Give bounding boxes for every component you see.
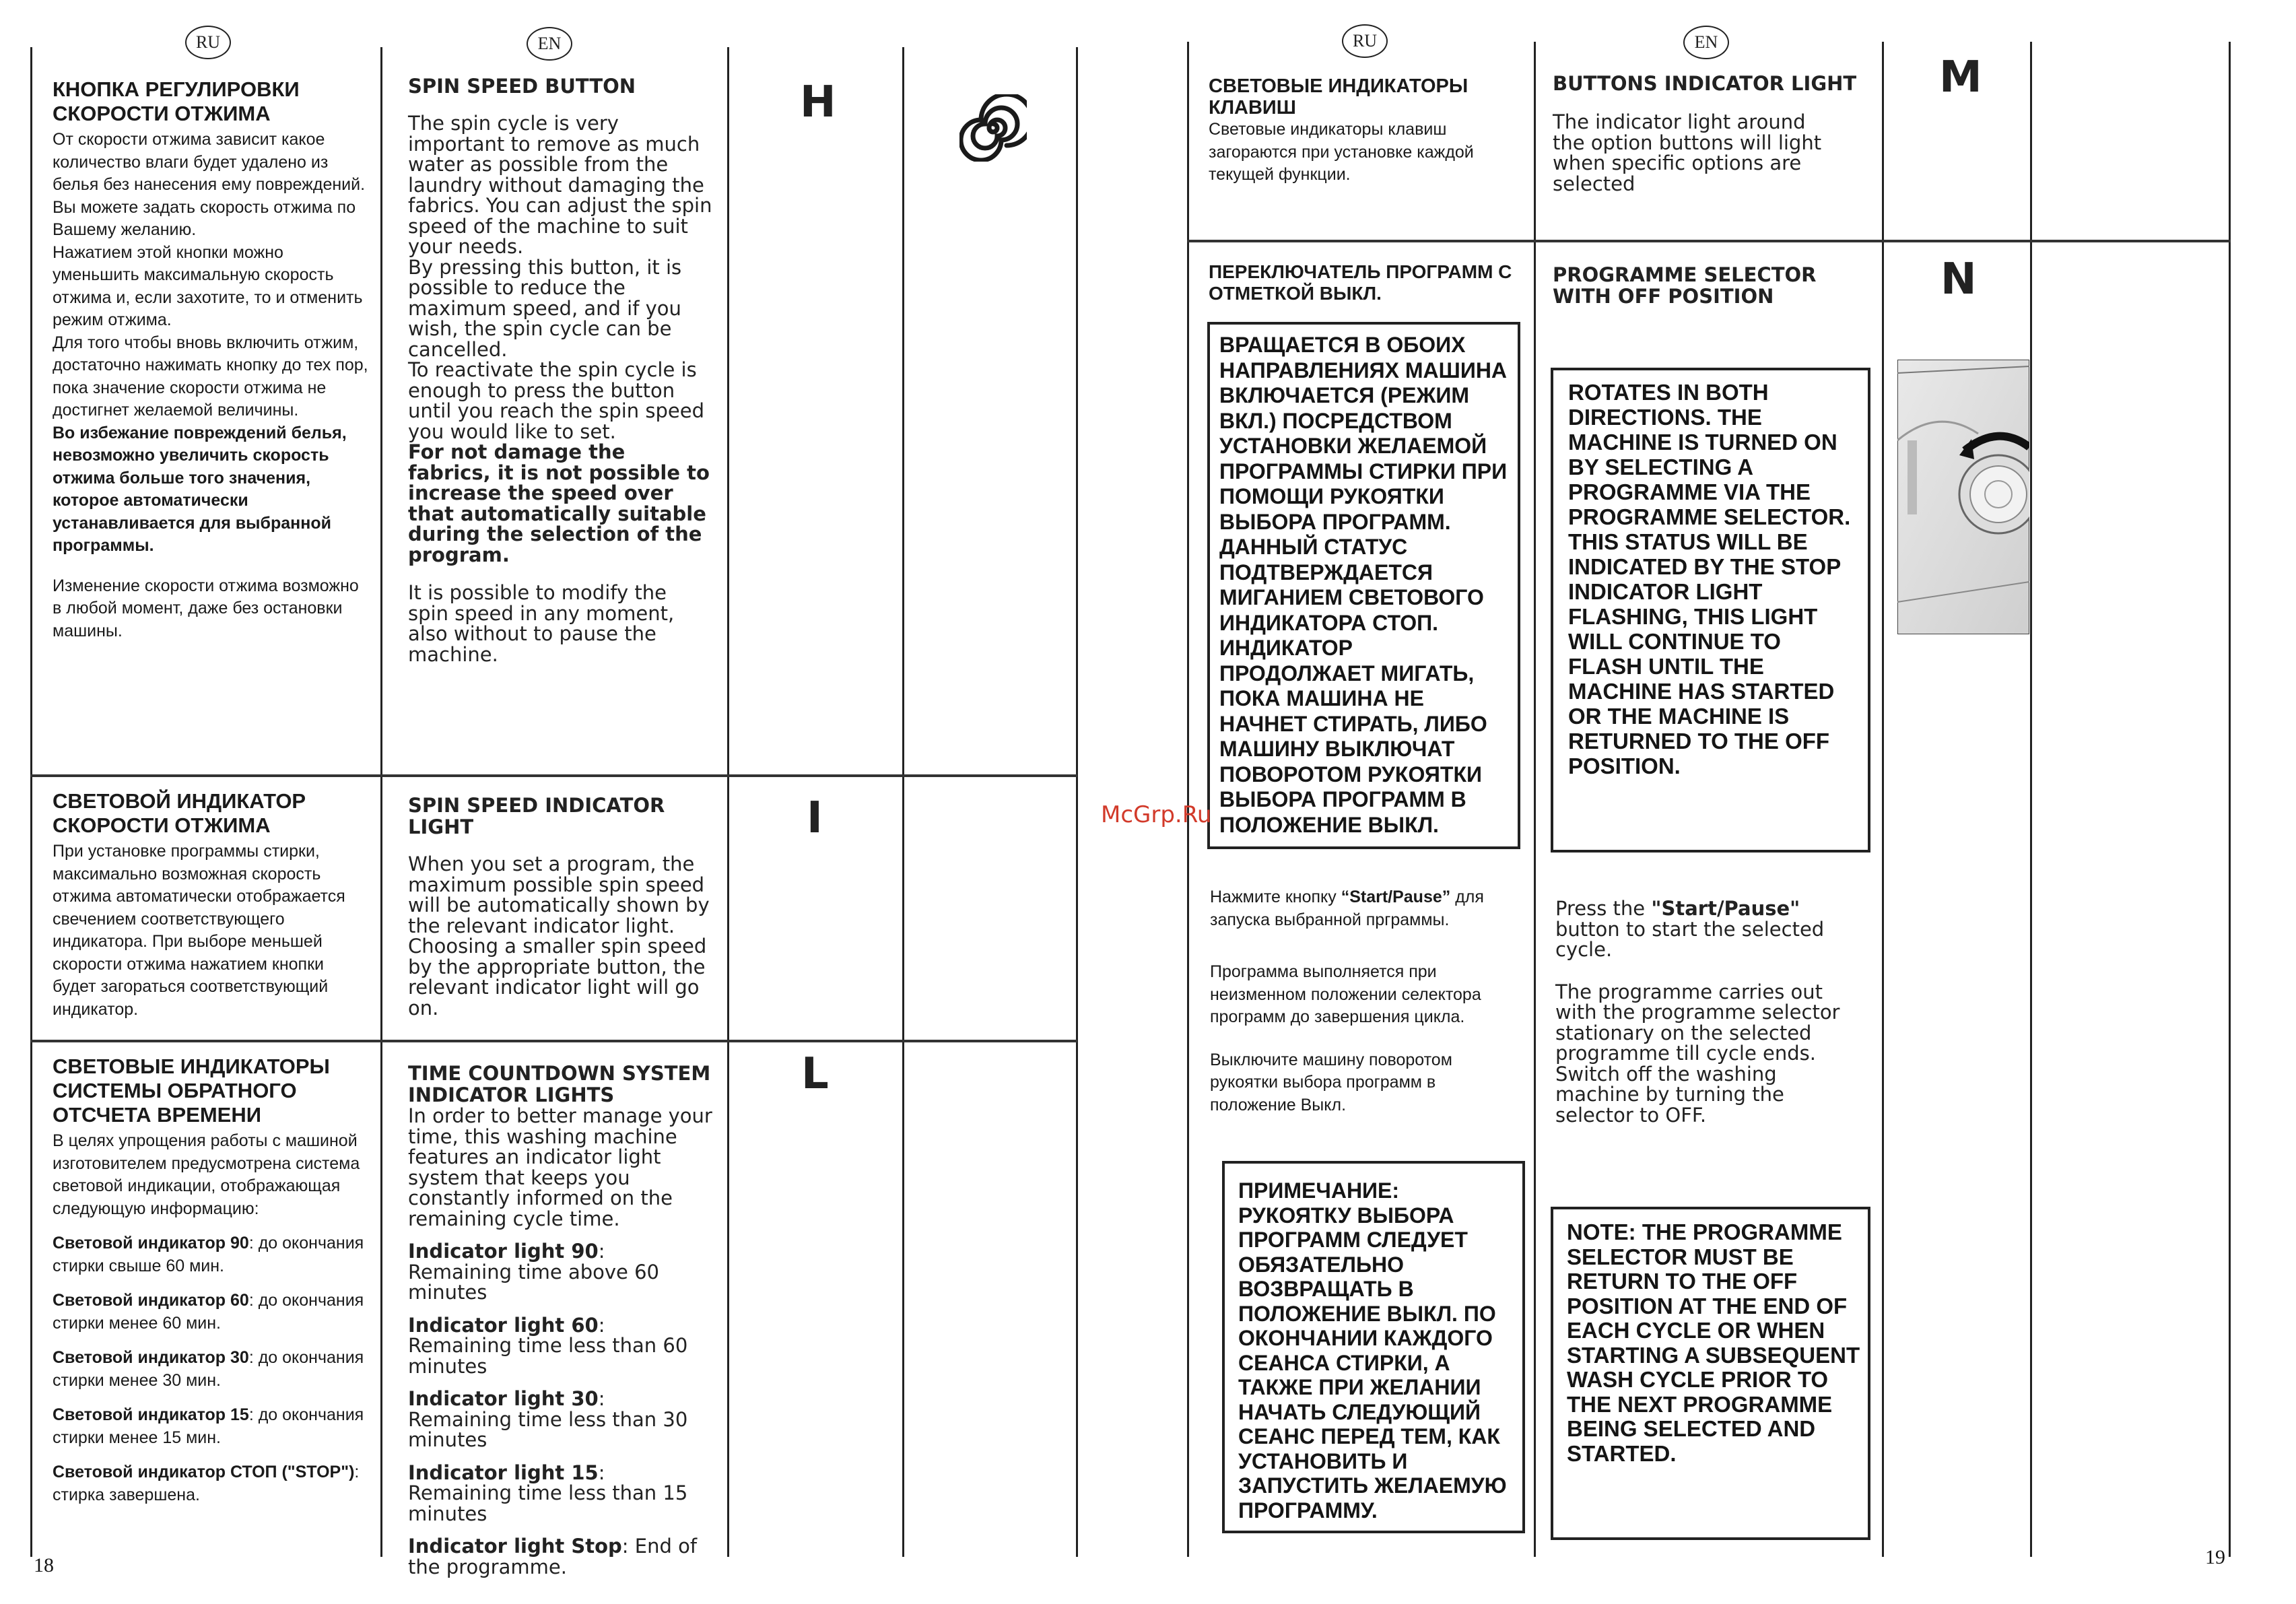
section-title: КНОПКА РЕГУЛИРОВКИ СКОРОСТИ ОТЖИМА xyxy=(53,77,300,125)
column-rule xyxy=(2030,42,2032,1557)
paragraph: When you set a program, the maximum possible spin speed will be automatically shown by the relevant indicator light. xyxy=(408,853,710,937)
section-letter: I xyxy=(807,793,823,843)
paragraph: To reactivate the spin cycle is enough to press the button until you reach the spin speed you would like to set. xyxy=(408,358,704,443)
column-rule xyxy=(1076,47,1078,1557)
column-rule xyxy=(902,47,904,1557)
list-item: Световой индикатор 30: до окончания стирки менее 30 мин. xyxy=(53,1348,364,1390)
paragraph: Изменение скорости отжима возможно в любой момент, даже без остановки машины. xyxy=(53,576,359,640)
paragraph: By pressing this button, it is possible to reduce the maximum speed, and if you wish, the spin cycle can be cancelled. xyxy=(408,255,682,361)
page-number: 19 xyxy=(2205,1546,2225,1568)
warning-text: Во избежание повреждений белья, невозможно увеличить скорость отжима больше того значения, которое автоматически устанавливается для выбранной программы. xyxy=(53,423,347,555)
column-rule xyxy=(1882,42,1884,1557)
paragraph: The indicator light around the option buttons will light when specific options are selected xyxy=(1553,110,1822,195)
note-box-ru: ПРИМЕЧАНИЕ: РУКОЯТКУ ВЫБОРА ПРОГРАММ СЛЕДУЕТ ОБЯЗАТЕЛЬНО ВОЗВРАЩАТЬ В ПОЛОЖЕНИЕ ВЫКЛ. ПО ОКОНЧАНИИ КАЖДОГО СЕАНСА СТИРКИ, А ТАКЖЕ ПРИ ЖЕЛАНИИ НАЧАТЬ СЛЕДУЮЩИЙ СЕАНС ПЕРЕД ТЕМ, КАК УСТАНОВИТЬ И ЗАПУСТИТЬ ЖЕЛАЕМУЮ ПРОГРАММУ. xyxy=(1222,1161,1525,1533)
section-title: СВЕТОВЫЕ ИНДИКАТОРЫ СИСТЕМЫ ОБРАТНОГО ОТСЧЕТА ВРЕМЕНИ xyxy=(53,1055,330,1127)
paragraph: Нажмите кнопку “Start/Pause” для запуска выбранной прграммы. xyxy=(1210,888,1484,929)
list-item: Световой индикатор СТОП ("STOP"): стирка завершена. xyxy=(53,1463,360,1504)
info-box-en: ROTATES IN BOTH DIRECTIONS. THE MACHINE IS TURNED ON BY SELECTING A PROGRAMME VIA THE PROGRAMME SELECTOR. THIS STATUS WILL BE INDICATED BY THE STOP INDICATOR LIGHT FLASHING, THIS LIGHT WILL CONTINUE TO FLASH UNTIL THE MACHINE HAS STARTED OR THE MACHINE IS RETURNED TO THE OFF POSITION. xyxy=(1551,368,1870,853)
column-rule xyxy=(30,47,32,1557)
section-title: ПЕРЕКЛЮЧАТЕЛЬ ПРОГРАММ С ОТМЕТКОЙ ВЫКЛ. xyxy=(1209,261,1512,304)
lang-badge-en: EN xyxy=(1683,26,1729,59)
paragraph: Выключите машину поворотом рукоятки выбора программ в положение Выкл. xyxy=(1210,1050,1452,1114)
list-item: Indicator light 15: Remaining time less than 15 minutes xyxy=(408,1461,688,1525)
paragraph: Switch off the washing machine by turning the selector to OFF. xyxy=(1555,1062,1784,1127)
paragraph: При установке программы стирки, максимально возможная скорость отжима автоматически отображается свечением соответствующего индикатора. При выборе меньшей скорости отжима нажатием кнопки будет загораться соответствующий индикатор. xyxy=(53,842,345,1019)
section-n-ru xyxy=(1209,261,1522,316)
paragraph: От скорости отжима зависит какое количество влаги будет удалено из белья без нанесения ему повреждений. Вы можете задать скорость отжима по Вашему желанию. xyxy=(53,130,366,239)
section-title: SPIN SPEED BUTTON xyxy=(408,75,636,98)
info-box-ru: ВРАЩАЕТСЯ В ОБОИХ НАПРАВЛЕНИЯХ МАШИНА ВКЛЮЧАЕТСЯ (РЕЖИМ ВКЛ.) ПОСРЕДСТВОМ УСТАНОВКИ ЖЕЛАЕМОЙ ПРОГРАММЫ СТИРКИ ПРИ ПОМОЩИ РУКОЯТКИ ВЫБОРА ПРОГРАММ. ДАННЫЙ СТАТУС ПОДТВЕРЖДАЕТСЯ МИГАНИЕМ СВЕТОВОГО ИНДИКАТОРА СТОП. ИНДИКАТОР ПРОДОЛЖАЕТ МИГАТЬ, ПОКА МАШИНА НЕ НАЧНЕТ СТИРАТЬ, ЛИБО МАШИНУ ВЫКЛЮЧАТ ПОВОРОТОМ РУКОЯТКИ ВЫБОРА ПРОГРАММ В ПОЛОЖЕНИЕ ВЫКЛ. xyxy=(1207,322,1520,849)
note-box-en: NOTE: THE PROGRAMME SELECTOR MUST BE RETURN TO THE OFF POSITION AT THE END OF EACH CYCLE OR WHEN STARTING A SUBSEQUENT WASH CYCLE PRIOR TO THE NEXT PROGRAMME BEING SELECTED AND STARTED. xyxy=(1551,1207,1870,1540)
column-rule xyxy=(1534,42,1536,1557)
paragraph: It is possible to modify the spin speed in any moment, also without to pause the machine. xyxy=(408,581,675,666)
section-m-en xyxy=(1553,73,1862,194)
list-item: Indicator light 60: Remaining time less than 60 minutes xyxy=(408,1313,688,1378)
paragraph: В целях упрощения работы с машиной изготовителем предусмотрена система световой индикации, отображающая следующую информацию: xyxy=(53,1131,360,1218)
paragraph: Press the "Start/Pause" button to start the selected cycle. xyxy=(1555,897,1825,961)
paragraph: Choosing a smaller spin speed by the appropriate button, the relevant indicator light will go on. xyxy=(408,935,707,1020)
list-item: Indicator light 90: Remaining time above 60 minutes xyxy=(408,1240,659,1304)
section-title: СВЕТОВОЙ ИНДИКАТОР СКОРОСТИ ОТЖИМА xyxy=(53,789,306,837)
row-rule xyxy=(30,1040,1077,1042)
list-item: Indicator light Stop: End of the programme. xyxy=(408,1535,698,1578)
paragraph: Для того чтобы вновь включить отжим, достаточно нажимать кнопку до тех пор, пока значение скорости отжима не достигнет желаемой величины. xyxy=(53,333,368,420)
section-title: PROGRAMME SELECTOR WITH OFF POSITION xyxy=(1553,263,1817,308)
section-m-ru xyxy=(1209,75,1522,187)
list-item: Световой индикатор 90: до окончания стирки свыше 60 мин. xyxy=(53,1234,364,1275)
paragraph: Нажатием этой кнопки можно уменьшить максимальную скорость отжима и, если захотите, то и отменить режим отжима. xyxy=(53,242,363,329)
section-n-ru-body xyxy=(1210,886,1520,1116)
section-title: SPIN SPEED INDICATOR LIGHT xyxy=(408,794,665,838)
section-i-en xyxy=(408,795,712,1018)
row-rule xyxy=(30,774,1077,777)
spiral-icon xyxy=(959,94,1027,162)
section-h-en xyxy=(408,75,712,665)
section-n-en-body xyxy=(1555,898,1862,1125)
list-item: Световой индикатор 15: до окончания стирки менее 15 мин. xyxy=(53,1405,364,1447)
warning-text: For not damage the fabrics, it is not possible to increase the speed over that automatically suitable during the selection of the program. xyxy=(408,440,710,566)
section-letter: L xyxy=(801,1049,829,1099)
section-l-ru xyxy=(53,1055,369,1506)
programme-selector-illustration xyxy=(1897,360,2029,634)
column-rule xyxy=(1187,42,1189,1557)
list-item: Световой индикатор 60: до окончания стирки менее 60 мин. xyxy=(53,1291,364,1333)
section-title: TIME COUNTDOWN SYSTEM INDICATOR LIGHTS xyxy=(408,1062,711,1106)
list-item: Indicator light 30: Remaining time less than 30 minutes xyxy=(408,1387,688,1451)
section-h-ru xyxy=(53,77,369,642)
column-rule xyxy=(2229,42,2231,1557)
lang-badge-ru: RU xyxy=(185,26,231,59)
section-l-en xyxy=(408,1063,712,1577)
section-letter: M xyxy=(1939,53,1982,102)
watermark: McGrp.Ru xyxy=(1101,801,1212,828)
page-number: 18 xyxy=(34,1554,54,1576)
column-rule xyxy=(380,47,382,1557)
section-i-ru xyxy=(53,789,369,1021)
lang-badge-ru: RU xyxy=(1342,24,1388,58)
section-title: BUTTONS INDICATOR LIGHT xyxy=(1553,72,1857,95)
lang-badge-en: EN xyxy=(527,27,572,61)
paragraph: In order to better manage your time, this washing machine features an indicator light system that keeps you constantly informed on the remaining cycle time. xyxy=(408,1104,712,1230)
section-letter: H xyxy=(800,77,836,127)
column-rule xyxy=(727,47,729,1557)
paragraph: The programme carries out with the programme selector stationary on the selected programme till cycle ends. xyxy=(1555,980,1840,1065)
row-rule xyxy=(1187,240,2231,242)
paragraph: Световые индикаторы клавиш загораются при установке каждой текущей функции. xyxy=(1209,120,1474,184)
section-title: СВЕТОВЫЕ ИНДИКАТОРЫ КЛАВИШ xyxy=(1209,75,1468,119)
paragraph: Программа выполняется при неизменном положении селектора программ до завершения цикла. xyxy=(1210,962,1481,1026)
paragraph: The spin cycle is very important to remove as much water as possible from the laundry without damaging the fabrics. You can adjust the spin speed of the machine to suit your needs. xyxy=(408,112,712,258)
section-letter: N xyxy=(1940,255,1977,304)
section-n-en xyxy=(1553,264,1862,307)
